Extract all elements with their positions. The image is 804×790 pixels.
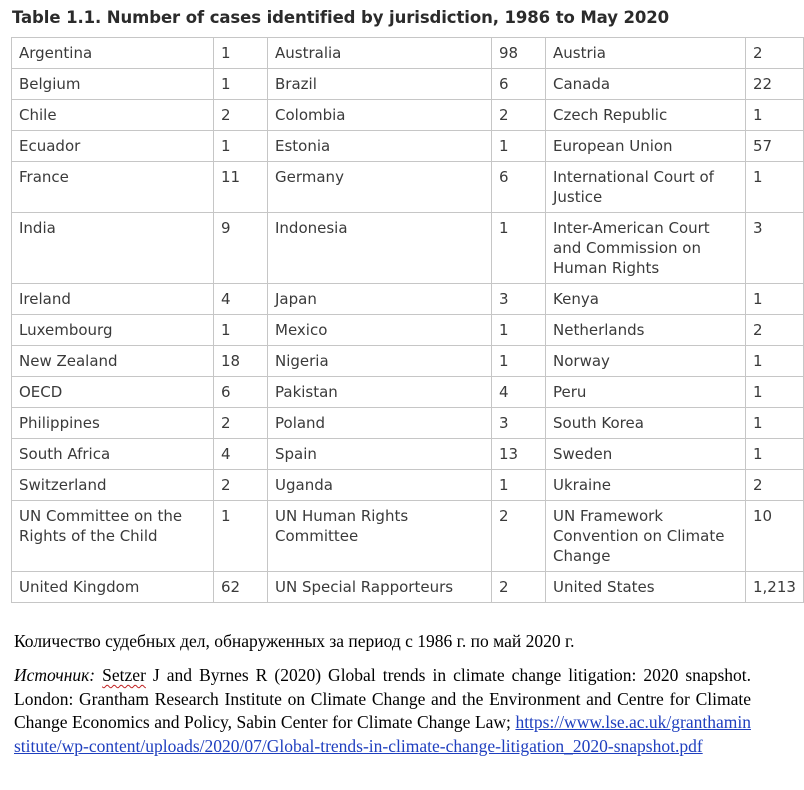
case-count-cell: 6 <box>492 162 546 213</box>
case-count-cell: 6 <box>214 377 268 408</box>
case-count-cell: 2 <box>492 572 546 603</box>
table-row <box>12 213 804 284</box>
cases-table-body <box>12 38 804 603</box>
case-count-cell: 1 <box>492 315 546 346</box>
source-note <box>14 664 751 758</box>
case-count-cell: 2 <box>746 38 804 69</box>
table-row <box>12 284 804 315</box>
case-count-cell: 1 <box>214 69 268 100</box>
case-count-cell: 1 <box>214 131 268 162</box>
case-count-cell: 2 <box>492 501 546 572</box>
jurisdiction-cell: South Korea <box>546 408 746 439</box>
jurisdiction-cell: Sweden <box>546 439 746 470</box>
case-count-cell: 1 <box>492 131 546 162</box>
jurisdiction-cell: Indonesia <box>268 213 492 284</box>
jurisdiction-cell: Ukraine <box>546 470 746 501</box>
jurisdiction-cell: New Zealand <box>12 346 214 377</box>
case-count-cell: 62 <box>214 572 268 603</box>
source-link[interactable]: https://www.lse.ac.uk/granthaminstitute/wp-content/uploads/2020/07/Global-trends-in-climate-change-litigation_2020-snapshot.pdf <box>14 712 751 756</box>
jurisdiction-cell: United Kingdom <box>12 572 214 603</box>
jurisdiction-cell: UN Framework Convention on Climate Change <box>546 501 746 572</box>
jurisdiction-cell: UN Committee on the Rights of the Child <box>12 501 214 572</box>
table-title: Table 1.1. Number of cases identified by jurisdiction, 1986 to May 2020 <box>12 8 670 27</box>
case-count-cell: 2 <box>746 470 804 501</box>
source-label: Источник: <box>14 665 96 685</box>
case-count-cell: 1 <box>214 315 268 346</box>
case-count-cell: 3 <box>492 284 546 315</box>
case-count-cell: 2 <box>214 470 268 501</box>
case-count-cell: 1 <box>746 408 804 439</box>
jurisdiction-cell: Nigeria <box>268 346 492 377</box>
case-count-cell: 22 <box>746 69 804 100</box>
jurisdiction-cell: United States <box>546 572 746 603</box>
case-count-cell: 3 <box>746 213 804 284</box>
table-row <box>12 408 804 439</box>
table-caption: Количество судебных дел, обнаруженных за период с 1986 г. по май 2020 г. <box>14 631 575 651</box>
case-count-cell: 1 <box>746 100 804 131</box>
jurisdiction-cell: Philippines <box>12 408 214 439</box>
cases-table <box>11 37 804 603</box>
case-count-cell: 1 <box>746 162 804 213</box>
case-count-cell: 6 <box>492 69 546 100</box>
table-row <box>12 439 804 470</box>
case-count-cell: 1 <box>746 346 804 377</box>
jurisdiction-cell: Estonia <box>268 131 492 162</box>
case-count-cell: 3 <box>492 408 546 439</box>
table-row <box>12 100 804 131</box>
jurisdiction-cell: UN Human Rights Committee <box>268 501 492 572</box>
jurisdiction-cell: UN Special Rapporteurs <box>268 572 492 603</box>
jurisdiction-cell: Mexico <box>268 315 492 346</box>
case-count-cell: 1,213 <box>746 572 804 603</box>
jurisdiction-cell: Ireland <box>12 284 214 315</box>
jurisdiction-cell: Australia <box>268 38 492 69</box>
jurisdiction-cell: Poland <box>268 408 492 439</box>
case-count-cell: 2 <box>492 100 546 131</box>
source-text: J and Byrnes R (2020) Global trends in climate change litigation: 2020 snapshot. London: Grantham Research Institute on Climate Change and the Environment and Centre for Climate Change Economics and Policy, Sabin Center for Climate Change Law; <box>14 665 751 733</box>
jurisdiction-cell: India <box>12 213 214 284</box>
jurisdiction-cell: Austria <box>546 38 746 69</box>
table-row <box>12 572 804 603</box>
case-count-cell: 4 <box>214 439 268 470</box>
jurisdiction-cell: Netherlands <box>546 315 746 346</box>
table-row <box>12 315 804 346</box>
jurisdiction-cell: Argentina <box>12 38 214 69</box>
jurisdiction-cell: Uganda <box>268 470 492 501</box>
case-count-cell: 2 <box>214 100 268 131</box>
jurisdiction-cell: OECD <box>12 377 214 408</box>
case-count-cell: 2 <box>746 315 804 346</box>
case-count-cell: 1 <box>492 470 546 501</box>
case-count-cell: 1 <box>214 38 268 69</box>
jurisdiction-cell: Luxembourg <box>12 315 214 346</box>
table-row <box>12 131 804 162</box>
jurisdiction-cell: Colombia <box>268 100 492 131</box>
table-row <box>12 346 804 377</box>
jurisdiction-cell: International Court of Justice <box>546 162 746 213</box>
jurisdiction-cell: Switzerland <box>12 470 214 501</box>
case-count-cell: 2 <box>214 408 268 439</box>
table-row <box>12 377 804 408</box>
case-count-cell: 18 <box>214 346 268 377</box>
table-row <box>12 38 804 69</box>
jurisdiction-cell: Japan <box>268 284 492 315</box>
jurisdiction-cell: Brazil <box>268 69 492 100</box>
jurisdiction-cell: Ecuador <box>12 131 214 162</box>
jurisdiction-cell: Belgium <box>12 69 214 100</box>
jurisdiction-cell: European Union <box>546 131 746 162</box>
jurisdiction-cell: Inter-American Court and Commission on Human Rights <box>546 213 746 284</box>
case-count-cell: 1 <box>492 346 546 377</box>
jurisdiction-cell: Germany <box>268 162 492 213</box>
jurisdiction-cell: Peru <box>546 377 746 408</box>
case-count-cell: 1 <box>214 501 268 572</box>
case-count-cell: 13 <box>492 439 546 470</box>
source-author: Setzer <box>102 665 146 685</box>
case-count-cell: 1 <box>746 377 804 408</box>
case-count-cell: 1 <box>746 439 804 470</box>
table-row <box>12 69 804 100</box>
case-count-cell: 4 <box>492 377 546 408</box>
jurisdiction-cell: Norway <box>546 346 746 377</box>
jurisdiction-cell: Kenya <box>546 284 746 315</box>
table-row <box>12 501 804 572</box>
case-count-cell: 10 <box>746 501 804 572</box>
case-count-cell: 4 <box>214 284 268 315</box>
case-count-cell: 98 <box>492 38 546 69</box>
jurisdiction-cell: Chile <box>12 100 214 131</box>
case-count-cell: 57 <box>746 131 804 162</box>
case-count-cell: 1 <box>746 284 804 315</box>
jurisdiction-cell: Canada <box>546 69 746 100</box>
table-row <box>12 470 804 501</box>
jurisdiction-cell: Pakistan <box>268 377 492 408</box>
jurisdiction-cell: South Africa <box>12 439 214 470</box>
jurisdiction-cell: France <box>12 162 214 213</box>
jurisdiction-cell: Czech Republic <box>546 100 746 131</box>
jurisdiction-cell: Spain <box>268 439 492 470</box>
case-count-cell: 1 <box>492 213 546 284</box>
case-count-cell: 11 <box>214 162 268 213</box>
case-count-cell: 9 <box>214 213 268 284</box>
table-row <box>12 162 804 213</box>
